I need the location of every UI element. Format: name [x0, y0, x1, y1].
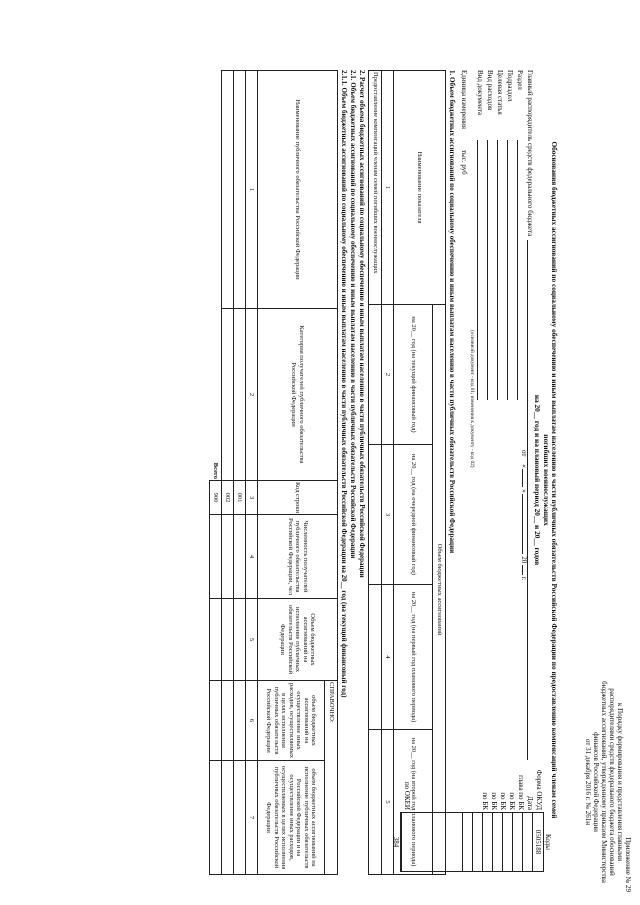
- s1-col-plan1: на 20__ год (на первый год планового периода): [394, 585, 433, 730]
- s1-col-group: Объем бюджетных ассигнований: [433, 305, 446, 875]
- codes-header: Коды: [544, 834, 552, 850]
- document-title-line2: погибших военнослужащих: [542, 434, 551, 526]
- okei-code: 384: [392, 836, 400, 848]
- s2-cell: [222, 515, 234, 599]
- s2-cell: [210, 599, 222, 681]
- vid-doc-label: Вид документа: [476, 70, 484, 116]
- date-suffix: г.: [520, 576, 528, 581]
- s2-cell: [234, 309, 246, 481]
- s2-cell: [234, 681, 246, 761]
- section2-heading: 2. Расчет объема бюджетных ассигнований по социальному обеспечению и иным выплатам населению в части публичных обязательств Российской Федерации: [358, 70, 366, 578]
- s2-col-total-volume: объем бюджетных ассигнований на исполнение публичных обязательств Российской Федерации и на осуществление иных расходов, осуществляемых в целях исполнения публичных обязательств Российской Федерации: [258, 761, 325, 875]
- s2-spravochno: СПРАВОЧНО:: [325, 681, 338, 875]
- doc-type-hint: (основной документ - код 01; изменения к документу - код 02): [469, 330, 475, 468]
- s2-col-code: Код строки: [258, 481, 338, 515]
- date-quote-close: »: [520, 489, 528, 493]
- section1-heading: 1. Объем бюджетных ассигнований по социальному обеспечению и иным выплатам населению в части публичных обязательств Российской Федерации: [448, 70, 456, 554]
- date-year: 20: [520, 556, 528, 564]
- s1-cell: [369, 585, 382, 730]
- appendix-line: финансов Российской Федерации: [592, 732, 600, 832]
- bk-label: глава по БК: [517, 775, 525, 810]
- section21-heading: 2.1. Объем бюджетных ассигнований по социальному обеспечению и иным выплатам населению в части публичных обязательств Российской Федерации: [349, 70, 357, 559]
- tsel-label: Целевая статья: [496, 70, 504, 115]
- s2-cell: [222, 71, 234, 309]
- s2-cell: [222, 599, 234, 681]
- s2-cell: [210, 681, 222, 761]
- document-title: Обоснования бюджетных ассигнований по социальному обеспечению и иным выплатам населению в части публичных обязательств Российской Федерации по предоставлению компенсаций членам семей: [550, 141, 559, 819]
- s1-num: 1: [382, 71, 394, 305]
- section1-table: [368, 70, 446, 875]
- s2-num: 5: [246, 599, 258, 681]
- s1-num: 4: [382, 585, 394, 730]
- section211-heading: 2.1.1. Объем бюджетных ассигнований по социальному обеспечению и иным выплатам населению в части публичных обязательств Российской Федерации на 20__ год (на текущий финансовый год): [340, 70, 348, 698]
- s2-col-count: Численность получателей публичного обязательства Российской Федерации, чел: [258, 515, 338, 599]
- s1-num: 3: [382, 445, 394, 585]
- appendix-title: Приложение № 29: [624, 837, 632, 892]
- appendix-block: [584, 672, 632, 892]
- s2-row-code: 002: [222, 481, 234, 515]
- s2-col-volume: Объем бюджетных ассигнований на исполнение публичных обязательств Российской Федерации: [258, 599, 338, 681]
- gr-label: Главный распорядитель средств федерального бюджета: [526, 70, 534, 237]
- s2-col-name: Наименование публичного обязательства Российской Федерации: [258, 71, 338, 309]
- s2-num: 3: [246, 481, 258, 515]
- s2-row-code: 001: [234, 481, 246, 515]
- appendix-line: бюджетных ассигнований, утвержденному приказом Министерства: [600, 681, 608, 883]
- s2-total-label: Всего: [212, 462, 220, 479]
- s2-cell: [222, 761, 234, 875]
- date-from: от: [520, 450, 528, 457]
- s2-cell: [210, 761, 222, 875]
- s1-col-name: Наименование показателя: [394, 71, 446, 305]
- section211-table: [210, 70, 339, 875]
- s2-col-category: Категория получателей публичного обязательства Российской Федерации: [258, 309, 338, 481]
- s2-cell: [222, 681, 234, 761]
- appendix-line: от 31 декабря 2016 г. № 261н: [584, 738, 592, 826]
- s2-cell: [234, 515, 246, 599]
- s1-col-current: на 20__ год (на текущий финансовый год): [394, 305, 433, 445]
- appendix-line: к Порядку формирования и представления главными: [616, 703, 624, 861]
- s2-cell: [210, 515, 222, 599]
- s1-num: 2: [382, 305, 394, 445]
- s2-num: 1: [246, 71, 258, 309]
- s1-row-label: Предоставление компенсаций членам семей погибших военнослужащих: [369, 71, 382, 305]
- date-quote-open: «: [520, 464, 528, 468]
- s2-cell: [222, 309, 234, 481]
- bk-label: по БК: [490, 792, 498, 810]
- s2-cell: [234, 761, 246, 875]
- s2-cell: [234, 599, 246, 681]
- s1-cell: [369, 445, 382, 585]
- unit-value: тыс. руб: [460, 150, 468, 175]
- s2-total-code: 900: [210, 481, 222, 515]
- okud-label: Форма ОКУД: [535, 769, 543, 810]
- s2-num: 2: [246, 309, 258, 481]
- s2-cell: [234, 71, 246, 309]
- s2-num: 6: [246, 681, 258, 761]
- unit-label: Единица измерения: [460, 70, 468, 129]
- s1-col-plan2: на 20__ год (на второй год планового периода): [394, 730, 433, 875]
- s2-col-other: объем бюджетных ассигнований на осуществление иных расходов, осуществляемых в целях исполнения публичных обязательств Российской Федерации: [258, 681, 325, 761]
- podrazdel-label: Подраздел: [506, 70, 514, 102]
- okud-code: 0505188: [532, 813, 543, 871]
- s1-col-next: на 20__ год (на очередной финансовый год): [394, 445, 433, 585]
- razdel-label: Раздел: [516, 70, 524, 90]
- s1-cell: [369, 305, 382, 445]
- appendix-line: распорядителями средств федерального бюджета обоснований: [608, 688, 616, 876]
- bk-label: по БК: [508, 792, 516, 810]
- s1-num: 5: [382, 730, 394, 875]
- document-period: на 20__ год и на плановый период 20__ и 20__ годов: [533, 394, 542, 566]
- s1-cell: [369, 730, 382, 875]
- s2-num: 7: [246, 761, 258, 875]
- bk-label: по БК: [481, 792, 489, 810]
- date-label: Дата: [526, 796, 534, 810]
- okei-label: по ОКЕИ: [403, 781, 411, 810]
- bk-label: по БК: [499, 792, 507, 810]
- vid-rashodov-label: Вид расходов: [486, 70, 494, 111]
- s2-num: 4: [246, 515, 258, 599]
